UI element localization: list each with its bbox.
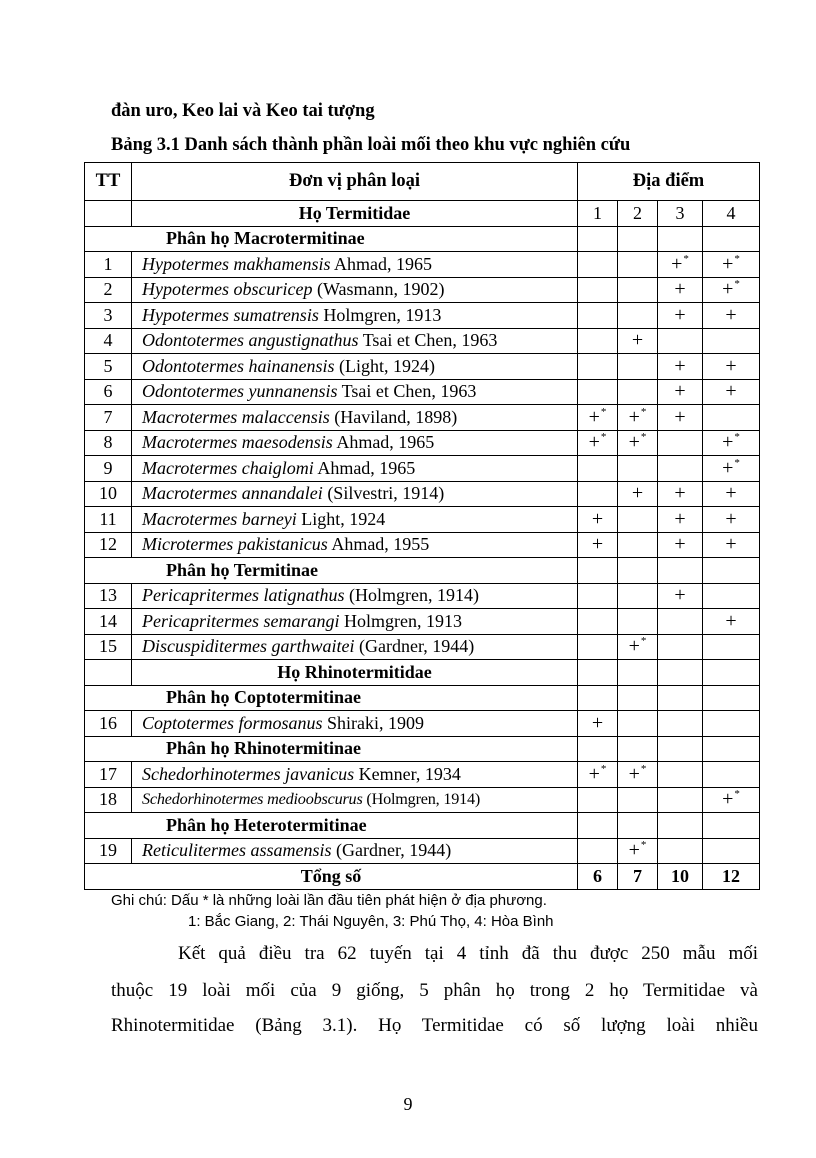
species-binomial: Macrotermes maesodensis: [142, 432, 333, 453]
presence-mark: [658, 456, 703, 482]
species-binomial: Macrotermes malaccensis: [142, 406, 330, 427]
species-name: [132, 456, 578, 482]
row-number: 12: [85, 532, 132, 558]
species-name: [132, 405, 578, 431]
subfamily-name: Phân họ Heterotermitinae: [85, 813, 578, 839]
presence-mark: +: [658, 379, 703, 405]
species-binomial: Discuspiditermes garthwaitei: [142, 636, 355, 657]
row-number: 8: [85, 430, 132, 456]
empty-cell: [618, 813, 658, 839]
total-count: 7: [618, 864, 658, 890]
location-number: [703, 660, 760, 686]
species-author: Kemner, 1934: [354, 763, 461, 784]
presence-mark: [618, 252, 658, 278]
empty-cell: [618, 558, 658, 584]
first-record-asterisk: *: [734, 278, 740, 291]
empty-cell: [658, 736, 703, 762]
presence-mark: +: [658, 277, 703, 303]
species-row: [85, 838, 760, 864]
species-binomial: Hypotermes obscuricep: [142, 279, 313, 300]
presence-mark: [578, 328, 618, 354]
row-number: 4: [85, 328, 132, 354]
row-number: 16: [85, 711, 132, 737]
empty-cell: [578, 685, 618, 711]
presence-mark: +: [658, 583, 703, 609]
empty-cell: [658, 226, 703, 252]
empty-cell: [658, 813, 703, 839]
presence-mark: [618, 609, 658, 635]
row-number: 19: [85, 838, 132, 864]
table-caption: Bảng 3.1 Danh sách thành phần loài mối theo khu vực nghiên cứu: [111, 135, 631, 155]
location-legend: 1: Bắc Giang, 2: Thái Nguyên, 3: Phú Thọ, 4: Hòa Bình: [188, 913, 554, 930]
row-number: 3: [85, 303, 132, 329]
species-row: [85, 481, 760, 507]
table-header-row: [85, 163, 760, 201]
empty-cell: [618, 226, 658, 252]
row-number: 5: [85, 354, 132, 380]
presence-mark: +*: [618, 762, 658, 788]
species-author: (Holmgren, 1914): [362, 790, 481, 809]
subfamily-row: [85, 813, 760, 839]
subfamily-row: [85, 226, 760, 252]
species-author: Light, 1924: [296, 508, 386, 529]
species-author: Tsai et Chen, 1963: [337, 381, 477, 402]
species-table: [84, 162, 760, 890]
first-record-asterisk: *: [734, 788, 740, 801]
species-row: [85, 609, 760, 635]
species-author: Holmgren, 1913: [318, 304, 442, 325]
presence-mark: [578, 354, 618, 380]
empty-cell: [703, 558, 760, 584]
location-number: [618, 660, 658, 686]
presence-mark: [578, 456, 618, 482]
empty-cell: [618, 685, 658, 711]
species-row: [85, 787, 760, 813]
row-number: 2: [85, 277, 132, 303]
presence-mark: +: [703, 303, 760, 329]
species-binomial: Odontotermes hainanensis: [142, 355, 335, 376]
presence-mark: +*: [618, 405, 658, 431]
species-row: [85, 456, 760, 482]
species-author: (Haviland, 1898): [329, 406, 458, 427]
species-row: [85, 532, 760, 558]
family-name: Họ Rhinotermitidae: [132, 660, 578, 686]
species-name: [132, 583, 578, 609]
row-number: 1: [85, 252, 132, 278]
first-record-asterisk: *: [734, 252, 740, 265]
species-binomial: Pericapritermes latignathus: [142, 585, 345, 606]
presence-mark: [578, 787, 618, 813]
species-row: [85, 277, 760, 303]
presence-mark: +: [658, 532, 703, 558]
presence-mark: +*: [703, 787, 760, 813]
species-name: [132, 481, 578, 507]
species-name: [132, 711, 578, 737]
presence-mark: [703, 634, 760, 660]
empty-cell: [618, 736, 658, 762]
empty-cell: [578, 736, 618, 762]
presence-mark: +: [703, 609, 760, 635]
presence-mark: [578, 252, 618, 278]
total-count: 12: [703, 864, 760, 890]
row-number-empty: [85, 201, 132, 227]
species-name: [132, 762, 578, 788]
subfamily-row: [85, 558, 760, 584]
first-record-asterisk: *: [640, 839, 647, 852]
first-record-asterisk: *: [640, 405, 647, 418]
species-binomial: Hypotermes sumatrensis: [142, 304, 319, 325]
species-binomial: Hypotermes makhamensis: [142, 253, 331, 274]
species-name: [132, 609, 578, 635]
row-number: 14: [85, 609, 132, 635]
species-binomial: Schedorhinotermes javanicus: [142, 763, 355, 784]
presence-mark: +: [618, 328, 658, 354]
presence-mark: [578, 634, 618, 660]
species-name: [132, 252, 578, 278]
first-record-asterisk: *: [640, 431, 647, 444]
presence-mark: +*: [703, 252, 760, 278]
species-binomial: Odontotermes angustignathus: [142, 330, 359, 351]
empty-cell: [578, 558, 618, 584]
presence-mark: [618, 354, 658, 380]
presence-mark: [658, 634, 703, 660]
presence-mark: [658, 838, 703, 864]
species-name: [132, 277, 578, 303]
first-record-asterisk: *: [683, 252, 689, 265]
location-number: [658, 660, 703, 686]
species-row: [85, 303, 760, 329]
presence-mark: [703, 762, 760, 788]
species-author: Ahmad, 1965: [330, 253, 432, 274]
species-row: [85, 252, 760, 278]
family-row: [85, 201, 760, 227]
species-author: Ahmad, 1965: [313, 457, 416, 478]
empty-cell: [703, 736, 760, 762]
row-number: 13: [85, 583, 132, 609]
row-number: 18: [85, 787, 132, 813]
empty-cell: [578, 813, 618, 839]
row-number: 15: [85, 634, 132, 660]
presence-mark: [658, 430, 703, 456]
species-name: [132, 532, 578, 558]
table-note: Ghi chú: Dấu * là những loài lần đầu tiên phát hiện ở địa phương.: [111, 892, 547, 909]
species-author: Tsai et Chen, 1963: [358, 330, 498, 351]
header-location: Địa điểm: [578, 163, 760, 201]
species-row: [85, 711, 760, 737]
presence-mark: +*: [618, 430, 658, 456]
species-binomial: Odontotermes yunnanensis: [142, 381, 338, 402]
species-row: [85, 762, 760, 788]
species-author: Shiraki, 1909: [322, 712, 425, 733]
presence-mark: +*: [703, 430, 760, 456]
species-name: [132, 507, 578, 533]
page-number: 9: [403, 1094, 413, 1114]
total-count: 10: [658, 864, 703, 890]
species-binomial: Pericapritermes semarangi: [142, 610, 340, 631]
presence-mark: +*: [578, 405, 618, 431]
location-number: 4: [703, 201, 760, 227]
species-name: [132, 354, 578, 380]
species-row: [85, 354, 760, 380]
presence-mark: [658, 787, 703, 813]
first-record-asterisk: *: [734, 431, 740, 444]
species-row: [85, 430, 760, 456]
section-heading: đàn uro, Keo lai và Keo tai tượng: [111, 101, 375, 121]
species-binomial: Macrotermes annandalei: [142, 483, 323, 504]
row-number: 9: [85, 456, 132, 482]
presence-mark: [578, 379, 618, 405]
species-binomial: Schedorhinotermes medioobscurus: [142, 790, 363, 809]
presence-mark: +*: [658, 252, 703, 278]
subfamily-name: Phân họ Rhinotermitinae: [85, 736, 578, 762]
presence-mark: [618, 787, 658, 813]
presence-mark: [618, 583, 658, 609]
presence-mark: [618, 277, 658, 303]
presence-mark: +*: [578, 762, 618, 788]
first-record-asterisk: *: [600, 762, 607, 775]
total-row: [85, 864, 760, 890]
presence-mark: [703, 583, 760, 609]
species-binomial: Coptotermes formosanus: [142, 712, 323, 733]
location-number: 3: [658, 201, 703, 227]
first-record-asterisk: *: [600, 431, 607, 444]
species-author: (Light, 1924): [334, 355, 435, 376]
species-author: Ahmad, 1955: [327, 534, 430, 555]
location-number: 2: [618, 201, 658, 227]
presence-mark: [618, 303, 658, 329]
total-count: 6: [578, 864, 618, 890]
species-author: (Holmgren, 1914): [344, 585, 479, 606]
presence-mark: [618, 532, 658, 558]
presence-mark: [578, 609, 618, 635]
subfamily-row: [85, 736, 760, 762]
species-name: [132, 303, 578, 329]
presence-mark: +: [658, 507, 703, 533]
species-author: Ahmad, 1965: [332, 432, 435, 453]
presence-mark: [703, 838, 760, 864]
row-number: 7: [85, 405, 132, 431]
presence-mark: [578, 277, 618, 303]
species-name: [132, 787, 578, 813]
subfamily-name: Phân họ Termitinae: [85, 558, 578, 584]
species-name: [132, 379, 578, 405]
species-row: [85, 507, 760, 533]
presence-mark: [618, 456, 658, 482]
presence-mark: [618, 711, 658, 737]
paragraph-line-3: Rhinotermitidae (Bảng 3.1). Họ Termitidae có số lượng loài nhiều: [111, 1015, 758, 1036]
presence-mark: +: [703, 379, 760, 405]
presence-mark: [658, 609, 703, 635]
species-binomial: Reticulitermes assamensis: [142, 840, 332, 861]
presence-mark: +: [658, 303, 703, 329]
species-binomial: Microtermes pakistanicus: [142, 534, 328, 555]
presence-mark: +*: [578, 430, 618, 456]
presence-mark: +: [703, 481, 760, 507]
presence-mark: [703, 328, 760, 354]
first-record-asterisk: *: [640, 635, 647, 648]
subfamily-name: Phân họ Macrotermitinae: [85, 226, 578, 252]
header-taxon: Đơn vị phân loại: [132, 163, 578, 201]
presence-mark: [578, 303, 618, 329]
empty-cell: [658, 685, 703, 711]
presence-mark: [578, 838, 618, 864]
species-row: [85, 405, 760, 431]
presence-mark: [658, 328, 703, 354]
species-author: (Gardner, 1944): [354, 636, 475, 657]
empty-cell: [578, 226, 618, 252]
species-author: (Silvestri, 1914): [322, 483, 445, 504]
presence-mark: [658, 711, 703, 737]
presence-mark: +*: [703, 277, 760, 303]
presence-mark: +: [703, 532, 760, 558]
species-row: [85, 583, 760, 609]
species-binomial: Macrotermes chaiglomi: [142, 457, 314, 478]
presence-mark: +: [578, 507, 618, 533]
species-author: Holmgren, 1913: [339, 610, 462, 631]
presence-mark: [618, 507, 658, 533]
presence-mark: [658, 762, 703, 788]
subfamily-row: [85, 685, 760, 711]
species-binomial: Macrotermes barneyi: [142, 508, 297, 529]
presence-mark: +: [618, 481, 658, 507]
presence-mark: +: [578, 532, 618, 558]
row-number: 11: [85, 507, 132, 533]
paragraph-line-1: Kết quả điều tra 62 tuyến tại 4 tỉnh đã thu được 250 mẫu mối: [178, 943, 758, 964]
row-number: 6: [85, 379, 132, 405]
species-name: [132, 430, 578, 456]
presence-mark: +*: [703, 456, 760, 482]
subfamily-name: Phân họ Coptotermitinae: [85, 685, 578, 711]
species-row: [85, 379, 760, 405]
presence-mark: [703, 711, 760, 737]
row-number: 10: [85, 481, 132, 507]
presence-mark: [578, 583, 618, 609]
empty-cell: [658, 558, 703, 584]
first-record-asterisk: *: [640, 762, 647, 775]
presence-mark: +: [578, 711, 618, 737]
empty-cell: [703, 813, 760, 839]
presence-mark: +: [658, 354, 703, 380]
species-row: [85, 634, 760, 660]
first-record-asterisk: *: [600, 405, 607, 418]
location-number: [578, 660, 618, 686]
presence-mark: +*: [618, 838, 658, 864]
species-name: [132, 328, 578, 354]
paragraph-line-2: thuộc 19 loài mối của 9 giống, 5 phân họ trong 2 họ Termitidae và: [111, 980, 758, 1001]
family-row: [85, 660, 760, 686]
species-name: [132, 634, 578, 660]
presence-mark: +: [703, 507, 760, 533]
species-name: [132, 838, 578, 864]
species-author: (Gardner, 1944): [331, 840, 452, 861]
presence-mark: [703, 405, 760, 431]
header-tt: TT: [85, 163, 132, 201]
row-number: 17: [85, 762, 132, 788]
row-number-empty: [85, 660, 132, 686]
species-author: (Wasmann, 1902): [312, 279, 445, 300]
presence-mark: [578, 481, 618, 507]
presence-mark: +*: [618, 634, 658, 660]
empty-cell: [703, 226, 760, 252]
presence-mark: +: [658, 481, 703, 507]
presence-mark: [618, 379, 658, 405]
total-label: Tổng số: [85, 864, 578, 890]
presence-mark: +: [658, 405, 703, 431]
family-name: Họ Termitidae: [132, 201, 578, 227]
first-record-asterisk: *: [734, 456, 740, 469]
empty-cell: [703, 685, 760, 711]
presence-mark: +: [703, 354, 760, 380]
location-number: 1: [578, 201, 618, 227]
species-row: [85, 328, 760, 354]
